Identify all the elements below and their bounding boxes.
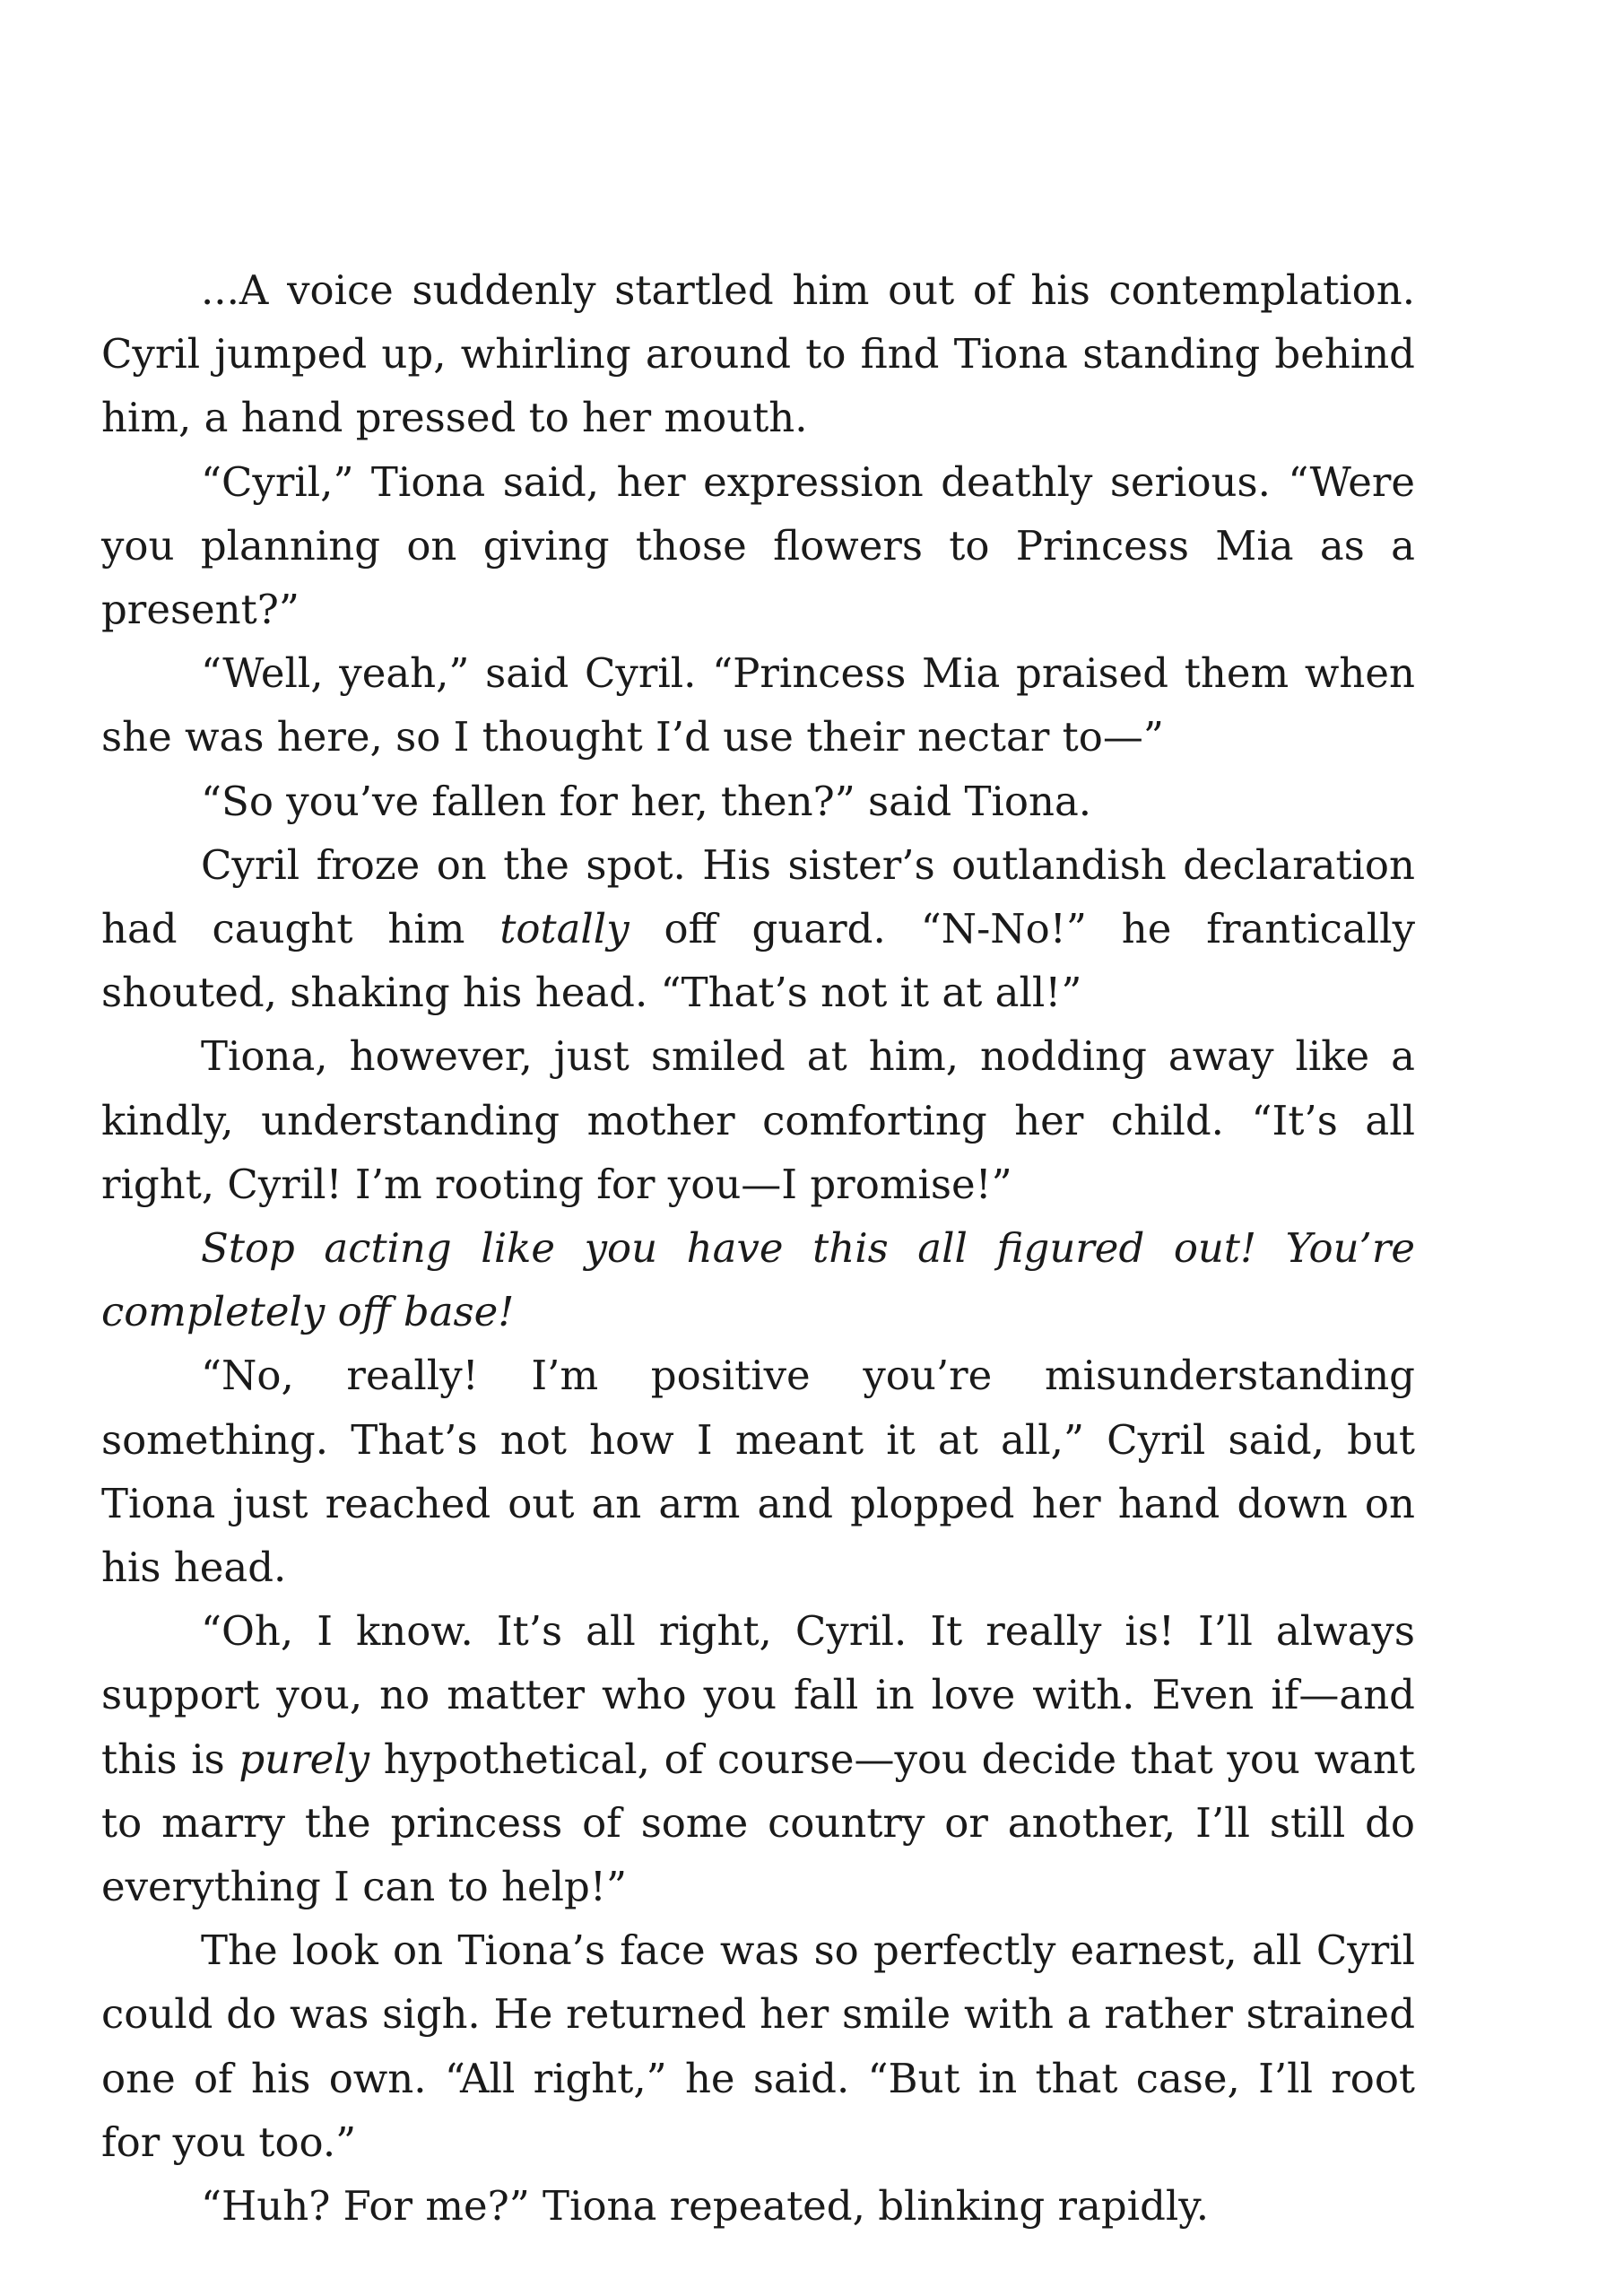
paragraph (101, 770, 1415, 833)
emphasis-text: purely (239, 1735, 370, 1783)
paragraph (101, 258, 1415, 450)
paragraph-inner-thought (101, 1216, 1415, 1344)
paragraph (101, 1024, 1415, 1216)
paragraph (101, 833, 1415, 1025)
paragraph (101, 1344, 1415, 1599)
text-segment: “Well, yeah,” said Cyril. “Princess Mia praised them when she was here, so I thought I’d use their nectar to—” (101, 649, 1415, 761)
paragraph (101, 1599, 1415, 1918)
text-segment: “Cyril,” Tiona said, her expression deathly serious. “Were you planning on giving those flowers to Princess Mia as a present?” (101, 457, 1415, 634)
paragraph (101, 1918, 1415, 2174)
body-text (101, 258, 1415, 2238)
emphasis-text: Stop acting like you have this all figured out! You’re completely off base! (101, 1224, 1415, 1336)
text-segment: Tiona, however, just smiled at him, nodding away like a kindly, understanding mother comforting her child. “It’s all right, Cyril! I’m rooting for you—I promise!” (101, 1032, 1415, 1208)
text-segment: “So you’ve fallen for her, then?” said Tiona. (201, 777, 1092, 825)
text-segment: off guard. “N-No!” he frantically shouted, shaking his head. “That’s not it at all!” (101, 905, 1415, 1017)
text-segment: “Huh? For me?” Tiona repeated, blinking rapidly. (201, 2182, 1210, 2231)
text-segment: ...A voice suddenly startled him out of his contemplation. Cyril jumped up, whirling around to find Tiona standing behind him, a hand pressed to her mouth. (101, 266, 1415, 442)
paragraph (101, 450, 1415, 642)
text-segment: The look on Tiona’s face was so perfectly earnest, all Cyril could do was sigh. He returned her smile with a rather strained one of his own. “All right,” he said. “But in that case, I’ll root for you too.” (101, 1926, 1415, 2166)
emphasis-text: totally (499, 905, 630, 953)
text-segment: hypothetical, of course—you decide that you want to marry the princess of some country or another, I’ll still do everything I can to help!” (101, 1735, 1415, 1911)
text-segment: “Oh, I know. It’s all right, Cyril. It really is! I’ll always support you, no matter who you fall in love with. Even if—and this is (101, 1607, 1415, 1783)
text-segment: “No, really! I’m positive you’re misunderstanding something. That’s not how I meant it at all,” Cyril said, but Tiona just reached out an arm and plopped her hand down on his head. (101, 1352, 1415, 1592)
text-segment: Cyril froze on the spot. His sister’s outlandish declaration had caught him (101, 840, 1415, 953)
paragraph (101, 2174, 1415, 2238)
paragraph (101, 641, 1415, 769)
